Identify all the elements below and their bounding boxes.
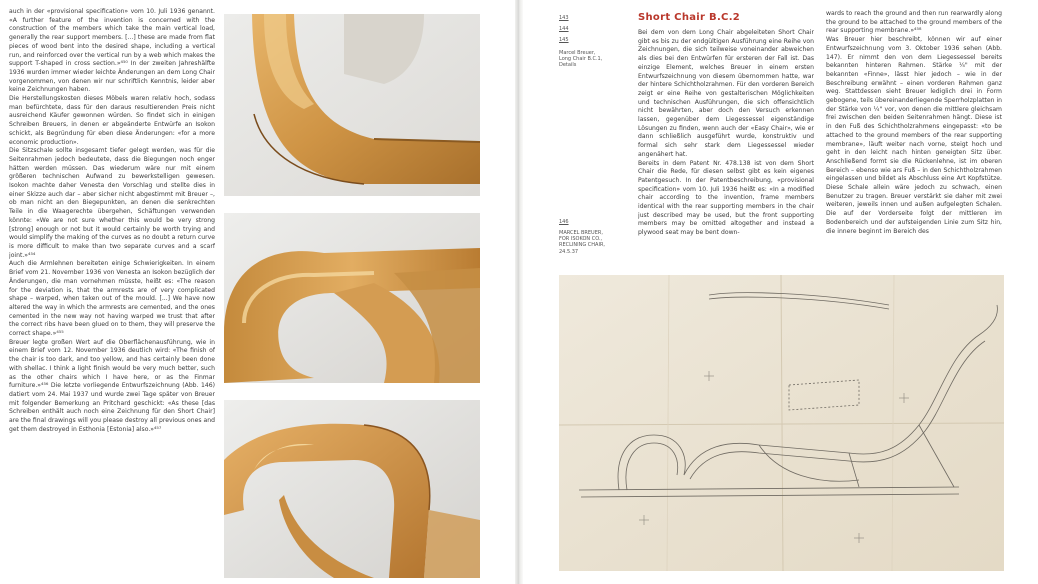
fig-ref-144: 144 (559, 26, 569, 32)
left-page (0, 0, 518, 584)
caption-long-chair-details: Marcel Breuer, Long Chair B.C.1, Details (559, 50, 603, 69)
photo-armrest-detail-1 (224, 14, 480, 196)
fig-ref-146: 146 (559, 219, 569, 225)
fig-ref-145: 145 (559, 37, 569, 43)
right-body-text-col1: Bei dem von dem Long Chair abgeleiteten Short Chair gibt es bis zu der endgültigen Ausführung eine Reihe von Zeichnungen, die sich teilweise voneinander abweichen als dies bei den Entwürfen für ersteren der Fall ist. Das einzige Element, welches Breuer in einem ersten Entwurfszeichnung von diesem übernommen hatte, war der hintere Schichtholzrahmen. Für den vorderen Bereich zeigt er eine Reihe von gestalterischen Möglichkeiten und technischen Ausführungen, die sich offensichtlich nicht bewährten, aber doch den Versuch erkennen lassen, gegenüber dem Liegessessel eigenständige Lösungen zu finden, wenn auch der «Easy Chair», wie er dann schließlich ausgeführt wurde, konstruktiv und formal sich sehr stark dem Liegessessel wieder angenähert hat. Bereits in dem Patent Nr. 478.138 ist von dem Short Chair die Rede, für diesen selbst gibt es kein eigenes Patentgesuch. In der Patentbeschreibung, «provisional specification» vom 10. Juli 1936 heißt es: «In a modified chair according to the invention, frame members identical with the rear supporting members in the chair just described may be used, but the front supporting members may be omitted altogether and instead a plywood seat may be bent down- (638, 29, 814, 237)
book-gutter (515, 0, 523, 584)
left-body-text: auch in der «provisional specification» vom 10. Juli 1936 genannt. «A further feature of the invention is concerned with the construction of the members which take the main vertical load, generally the rear support members. [...] these are made from flat pieces of wood bent into the desired shape, including a vertical run, and reinforced over the vertical run by a web which makes the support T-shaped in cross section.»⁴⁵⁰ In der zweiten Jahreshälfte 1936 wurden immer wieder leichte Änderungen an dem Long Chair vorgenommen, von denen wir nur schriftlich Kenntnis, leider aber keine Zeichnungen haben. Die Herstellungskosten dieses Möbels waren relativ hoch, sodass man befürchtete, dass für den daraus resultierenden Preis nicht ausreichend Käufer gewonnen würden. So findet sich in einigen Schreiben Breuers, in denen er abgeänderte Entwürfe an Isokon schickt, als Begründung für eben diese Änderungen: «for a more economic production». Die Sitzschale sollte insgesamt tiefer gelegt werden, was für die Seitenrahmen jedoch bedeutete, dass die Biegungen noch enger hätten werden müssen. Das wiederum wäre nur mit einem größeren technischen Aufwand zu bewerkstelligen gewesen. Isokon machte daher Venesta den Vorschlag und stellte dies in einer Skizze auch dar – aber sicher nicht abgestimmt mit Breuer –, ob man nicht an den Biegepunkten, an denen die senkrechten Teile in die Waagerechte übergehen, Schäftungen verwenden könnte: «We are not sure whether this would be very strong [strong] enough or not but it would certainly be worth trying and would simplify the making of the curves as no doubt a return curve is more difficult to make than two separate curves and a scarf joint.»⁴⁵⁴ Auch die Armlehnen bereiteten einige Schwierigkeiten. In einem Brief vom 21. November 1936 von Venesta an Isokon bezüglich der Änderungen, die man vornehmen müsste, heißt es: «The reason for the deviation is, that the armrests are of very complicated shape – warped, when taken out of the mould. [...] We have now altered the way in which the armrests are cemented, and the ones cemented in the new way not having warped we trust that after the correct ribs have been glued on to them, they will preserve the correct shape.»⁴⁵⁵ Breuer legte großen Wert auf die Oberflächenausführung, wie in einem Brief vom 12. November 1936 deutlich wird: «The finish of the chair is too dark, and too yellow, and has certainly been done with shellac. I think a light finish would be very much better, such as the other chairs which I have here, or as the Finmar furniture.»⁴⁵⁶ Die letzte vorliegende Entwurfszeichnung (Abb. 146) datiert vom 24. Mai 1937 und wurde zwei Tage später von Breuer mit folgender Bemerkung an Pritchard geschickt: «As these [das Schreiben enthält auch noch eine Zeichnung für den Short Chair] are the final drawings will you please destroy all previous ones and get them destroyed in Esthonia [Estonia] also.»⁴⁵⁷ (9, 8, 215, 433)
section-title: Short Chair B.C.2 (638, 12, 741, 23)
fig-ref-143: 143 (559, 15, 569, 21)
photo-armrest-detail-2 (224, 213, 480, 383)
technical-drawing-reclining-chair (559, 275, 1004, 571)
caption-reclining-chair: MARCEL BREUER, FOR ISOKON CO., RECLINING CHAIR, 24.5.37 (559, 230, 606, 255)
photo-armrest-detail-3 (224, 400, 480, 578)
right-page (523, 0, 1038, 584)
right-body-text-col2: wards to reach the ground and then run rearwardly along the ground to be attached to the ground members of the rear supporting membrane.»⁴⁵⁸ Was Breuer hier beschreibt, können wir auf einer Entwurfszeichnung vom 3. Oktober 1936 sehen (Abb. 147). Er nimmt den von dem Liegessessel bereits bekannten hinteren Rahmen. Stärke ¼" mit der bekannten «Finne», lässt hier jedoch – wie in der Beschreibung erwähnt – einen vorderen Rahmen ganz weg. Stattdessen sieht Breuer lediglich drei in Form gebogene, teils übereinanderliegende Sperrholzplatten in der Stärke von ¼" vor, von denen die mittlere gleichsam frei zwischen den beiden Seitenrahmen hängt. Diese ist in den Fuß des Schichtholzrahmens eingepasst: «to be attached to the ground members of the rear supporting membrane», läuft weiter nach vorne, steigt hoch und geht in den leicht nach hinten geneigten Sitz über. Anschließend formt sie die Rückenlehne, ist im oberen Bereich – ebenso wie ars Fuß – in den Schichtholzrahmen eingelassen und bildet als Abschluss eine Art Kopfstütze. Diese Schale allein wäre jedoch zu schwach, einen Benutzer zu tragen. Breuer verstärkt sie daher mit zwei weiteren, jeweils innen und außen aufgelegten Schalen. Die auf der Vorderseite folgt der mittleren im Bodenbereich und der aufsteigenden Linie zum Sitz hin, die innere beginnt im Bereich des (826, 10, 1002, 235)
